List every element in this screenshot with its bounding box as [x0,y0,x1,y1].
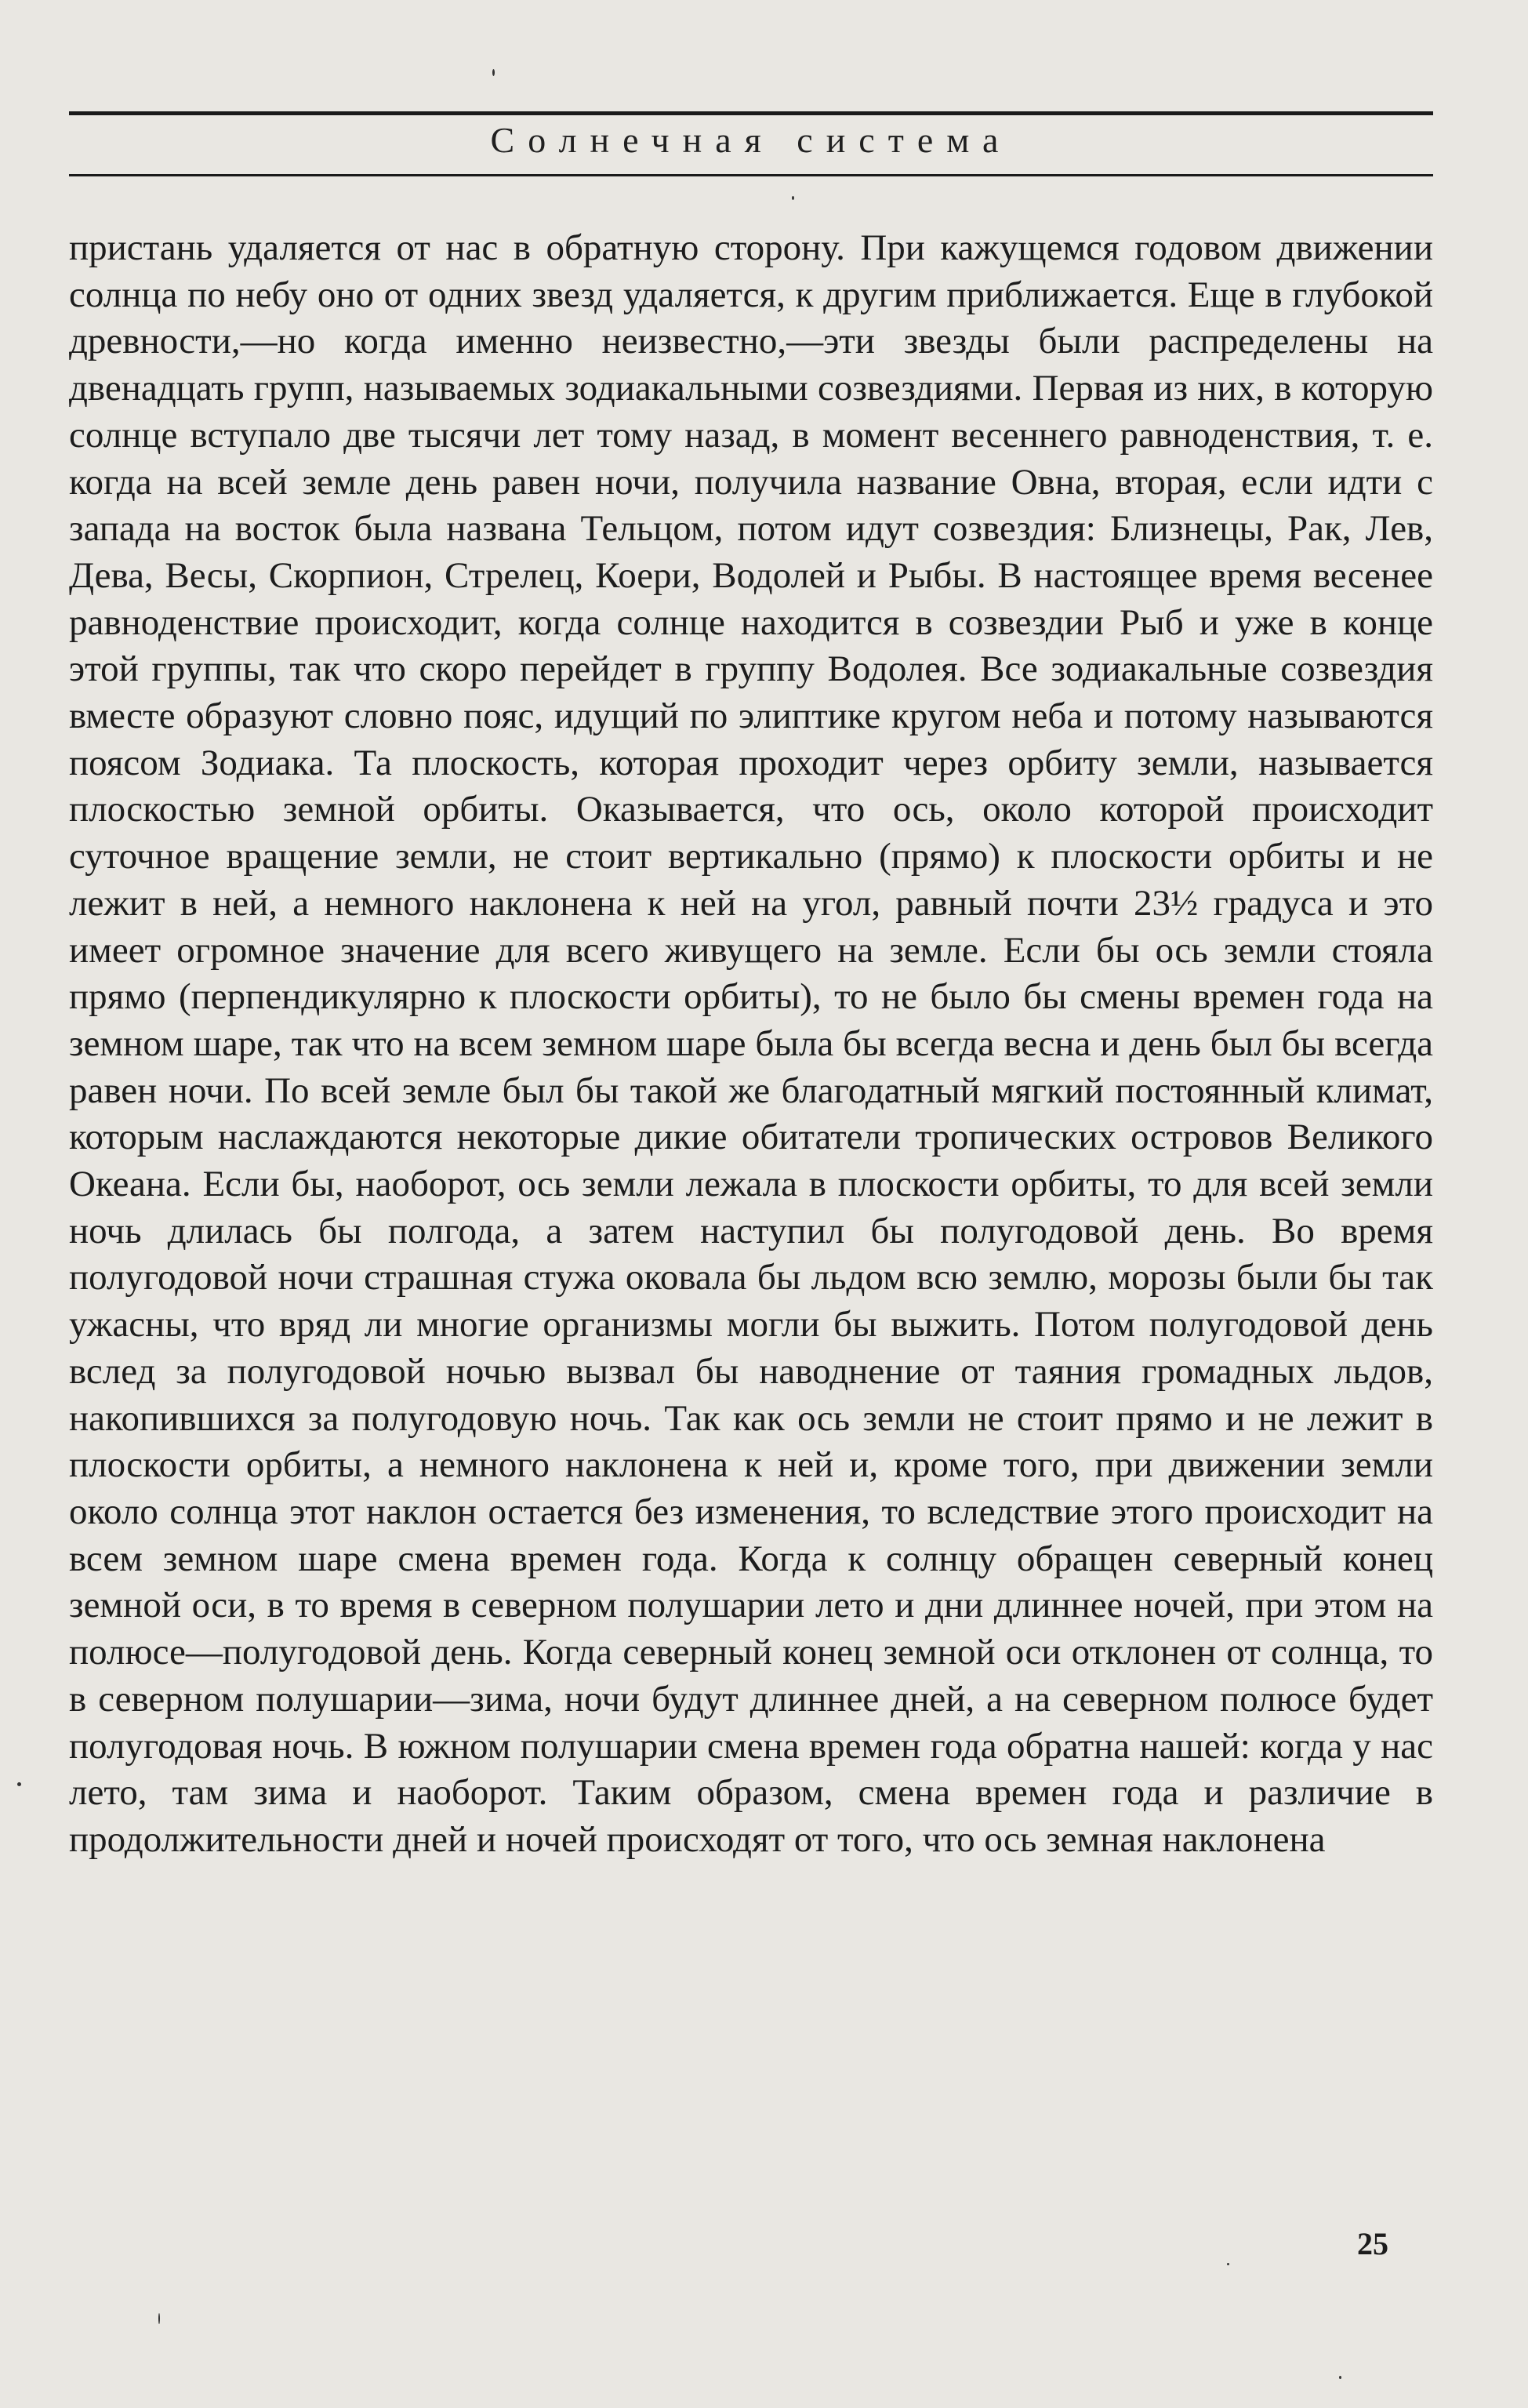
header-rule-top [69,111,1433,115]
scan-speck [158,2313,160,2324]
running-head: Солнечная система [490,120,1012,160]
scan-speck [492,69,495,76]
page-number: 25 [1357,2226,1388,2261]
scan-speck [792,196,794,200]
header-rule-bottom [69,174,1433,176]
scan-speck [17,1782,21,1786]
scan-speck [1339,2376,1341,2379]
body-paragraph: пристань удаляется от нас в обратную сторону. При кажущемся годовом движении солнца по небу оно от одних звезд удаляется, к другим приближается. Еще в глубокой древности,—но когда именно неизвестно,—эти звезды были распределены на двенадцать групп, называемых зодиакальными созвездиями. Первая из них, в которую солнце вступало две тысячи лет тому назад, в момент весеннего равноденствия, т. е. когда на всей земле день равен ночи, получила название Овна, вторая, если идти с запада на восток была названа Тельцом, потом идут созвездия: Близнецы, Рак, Лев, Дева, Весы, Скорпион, Стрелец, Коери, Водолей и Рыбы. В настоящее время весенее равноденствие происходит, когда солнце находится в созвездии Рыб и уже в конце этой группы, так что скоро перейдет в группу Водолея. Все зодиакальные созвездия вместе образуют словно пояс, идущий по элиптике кругом неба и потому называются поясом Зодиака. Та плоскость, которая проходит через орбиту земли, называется плоскостью земной орбиты. Оказывается, что ось, около которой происходит суточное вращение земли, не стоит вертикально (прямо) к плоскости орбиты и не лежит в ней, а немного наклонена к ней на угол, равный почти 23½ градуса и это имеет огромное значение для всего живущего на земле. Если бы ось земли стояла прямо (перпендикулярно к плоскости орбиты), то не было бы смены времен года на земном шаре, так что на всем земном шаре была бы всегда весна и день был бы всегда равен ночи. По всей земле был бы такой же благодатный мягкий постоянный климат, которым наслаждаются некоторые дикие обитатели тропических островов Великого Океана. Если бы, наоборот, ось земли лежала в плоскости орбиты, то для всей земли ночь длилась бы полгода, а затем наступил бы полугодовой день. Во время полугодовой ночи страшная стужа оковала бы льдом всю землю, морозы были бы так ужасны, что вряд ли многие организмы могли бы выжить. Потом полугодовой день вслед за полугодовой ночью вызвал бы наводнение от таяния громадных льдов, накопившихся за полугодовую ночь. Так как ось земли не стоит прямо и не лежит в плоскости орбиты, а немного наклонена к ней и, кроме того, при движении земли около солнца этот наклон остается без изменения, то вследствие этого происходит на всем земном шаре смена времен года. Когда к солнцу обращен северный конец земной оси, в то время в северном полушарии лето и дни длиннее ночей, при этом на полюсе—полугодовой день. Когда северный конец земной оси отклонен от солнца, то в северном полушарии—зима, ночи будут длиннее дней, а на северном полюсе будет полугодовая ночь. В южном полушарии смена времен года обратна нашей: когда у нас лето, там зима и наоборот. Таким образом, смена времен года и различие в продолжительности дней и ночей происходят от того, что ось земная наклонена [69,227,1433,1860]
scan-speck [1227,2263,1229,2265]
